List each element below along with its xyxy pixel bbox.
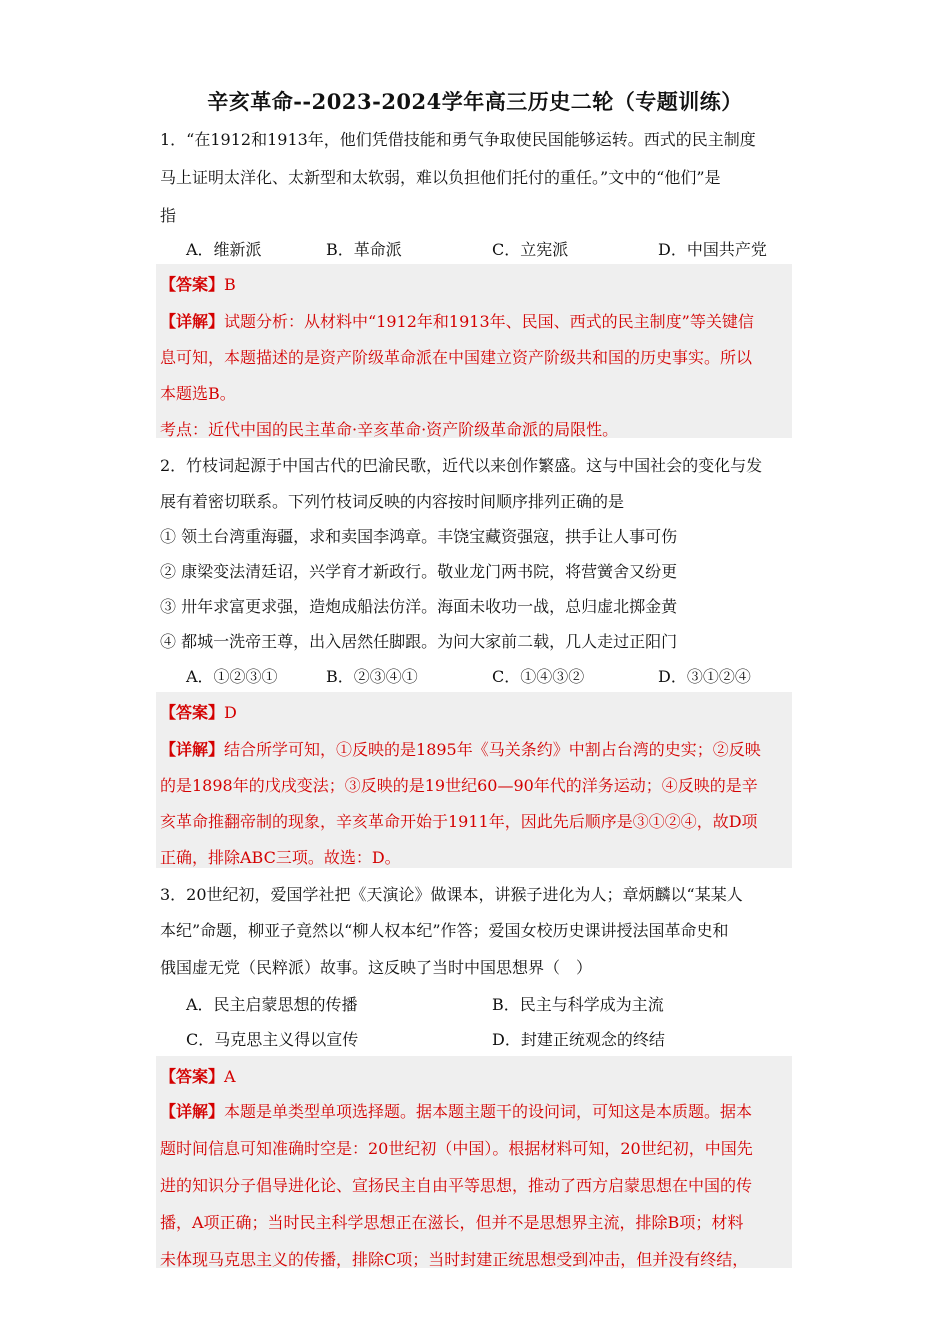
q3-option-a: A．民主启蒙思想的传播: [186, 995, 358, 1014]
q3-stem-line-2: 本纪”命题，柳亚子竟然以“柳人权本纪”作答；爱国女校历史课讲授法国革命史和: [160, 921, 729, 940]
q2-detail-text-1: 结合所学可知，①反映的是1895年《马关条约》中割占台湾的史实；②反映: [224, 740, 761, 759]
q3-answer: [160, 1064, 790, 1087]
q1-stem-line-1: 1．“在1912和1913年，他们凭借技能和勇气争取使民国能够运转。西式的民主制度: [160, 130, 756, 149]
q2-option-d: D．③①②④: [658, 667, 751, 686]
q1-option-b: B．革命派: [326, 240, 402, 259]
q3-answer-tag: 【答案】: [160, 1067, 225, 1086]
q1-detail-line-3: 本题选B。: [160, 384, 236, 403]
q2-option-c: C．①④③②: [492, 667, 585, 686]
q2-answer-value: D: [224, 703, 237, 722]
q2-detail-line-2: 的是1898年的戊戌变法；③反映的是19世纪60—90年代的洋务运动；④反映的是辛: [160, 776, 758, 795]
q1-option-d: D．中国共产党: [658, 240, 767, 259]
q2-option-b: B．②③④①: [326, 667, 418, 686]
q2-answer-tag: 【答案】: [160, 703, 225, 722]
q1-option-a: A．维新派: [186, 240, 262, 259]
q3-option-b: B．民主与科学成为主流: [492, 995, 664, 1014]
q1-detail-line-2: 息可知，本题描述的是资产阶级革命派在中国建立资产阶级共和国的历史事实。所以: [160, 348, 753, 367]
q2-answer: [160, 700, 790, 723]
q2-stem-line-1: 2．竹枝词起源于中国古代的巴渝民歌，近代以来创作繁盛。这与中国社会的变化与发: [160, 456, 763, 475]
q1-kaodian: 考点：近代中国的民主革命·辛亥革命·资产阶级革命派的局限性。: [160, 420, 619, 439]
q3-stem-line-3: 俄国虚无党（民粹派）故事。这反映了当时中国思想界（ ）: [160, 958, 593, 977]
q3-option-d: D．封建正统观念的终结: [492, 1030, 665, 1049]
page-title: 辛亥革命--2023-2024学年高三历史二轮（专题训练）: [207, 89, 743, 114]
q3-detail-line-5: 未体现马克思主义的传播，排除C项；当时封建正统思想受到冲击，但并没有终结，: [160, 1250, 749, 1269]
q2-verse-4: ④ 都城一洗帝王尊，出入居然任脚跟。为问大家前二载，几人走过正阳门: [160, 632, 678, 651]
q1-answer-value: B: [224, 275, 236, 294]
q3-answer-box: [156, 1056, 792, 1268]
q1-detail-text-1: 试题分析：从材料中“1912年和1913年、民国、西式的民主制度”等关键信: [224, 312, 754, 331]
q2-option-a: A．①②③①: [186, 667, 278, 686]
q2-detail-line-3: 亥革命推翻帝制的现象，辛亥革命开始于1911年，因此先后顺序是③①②④，故D项: [160, 812, 758, 831]
q2-detail-line-1: [160, 737, 790, 760]
q2-stem-line-2: 展有着密切联系。下列竹枝词反映的内容按时间顺序排列正确的是: [160, 492, 625, 511]
q3-detail-line-1: [160, 1099, 790, 1122]
q3-answer-value: A: [224, 1067, 236, 1086]
q2-detail-line-4: 正确，排除ABC三项。故选：D。: [160, 848, 401, 867]
q3-stem-line-1: 3．20世纪初，爱国学社把《天演论》做课本，讲猴子进化为人；章炳麟以“某某人: [160, 885, 743, 904]
q3-detail-line-2: 题时间信息可知准确时空是：20世纪初（中国）。根据材料可知，20世纪初，中国先: [160, 1139, 753, 1158]
q2-detail-tag: 【详解】: [160, 740, 225, 759]
q1-detail-line-1: [160, 309, 790, 332]
q2-verse-1: ① 领土台湾重海疆，求和卖国李鸿章。丰饶宝藏资强寇，拱手让人事可伤: [160, 527, 678, 546]
q1-answer-tag: 【答案】: [160, 275, 225, 294]
q1-detail-tag: 【详解】: [160, 312, 225, 331]
q3-detail-line-3: 进的知识分子倡导进化论、宣扬民主自由平等思想，推动了西方启蒙思想在中国的传: [160, 1176, 753, 1195]
q1-answer: [160, 272, 790, 295]
q3-detail-tag: 【详解】: [160, 1102, 225, 1121]
q2-verse-3: ③ 卅年求富更求强，造炮成船法仿洋。海面未收功一战，总归虚北掷金黄: [160, 597, 678, 616]
q1-stem-line-2: 马上证明太洋化、太新型和太软弱，难以负担他们托付的重任。”文中的“他们”是: [160, 168, 721, 187]
q3-detail-text-1: 本题是单类型单项选择题。据本题主题干的设问词，可知这是本质题。据本: [224, 1102, 753, 1121]
q3-detail-line-4: 播，A项正确；当时民主科学思想正在滋长，但并不是思想界主流，排除B项；材料: [160, 1213, 744, 1232]
q1-option-c: C．立宪派: [492, 240, 569, 259]
q3-option-c: C．马克思主义得以宣传: [186, 1030, 359, 1049]
q2-verse-2: ② 康梁变法清廷诏，兴学育才新政行。敬业龙门两书院，将营黉舍又纷更: [160, 562, 678, 581]
q1-stem-line-3: 指: [160, 206, 177, 225]
